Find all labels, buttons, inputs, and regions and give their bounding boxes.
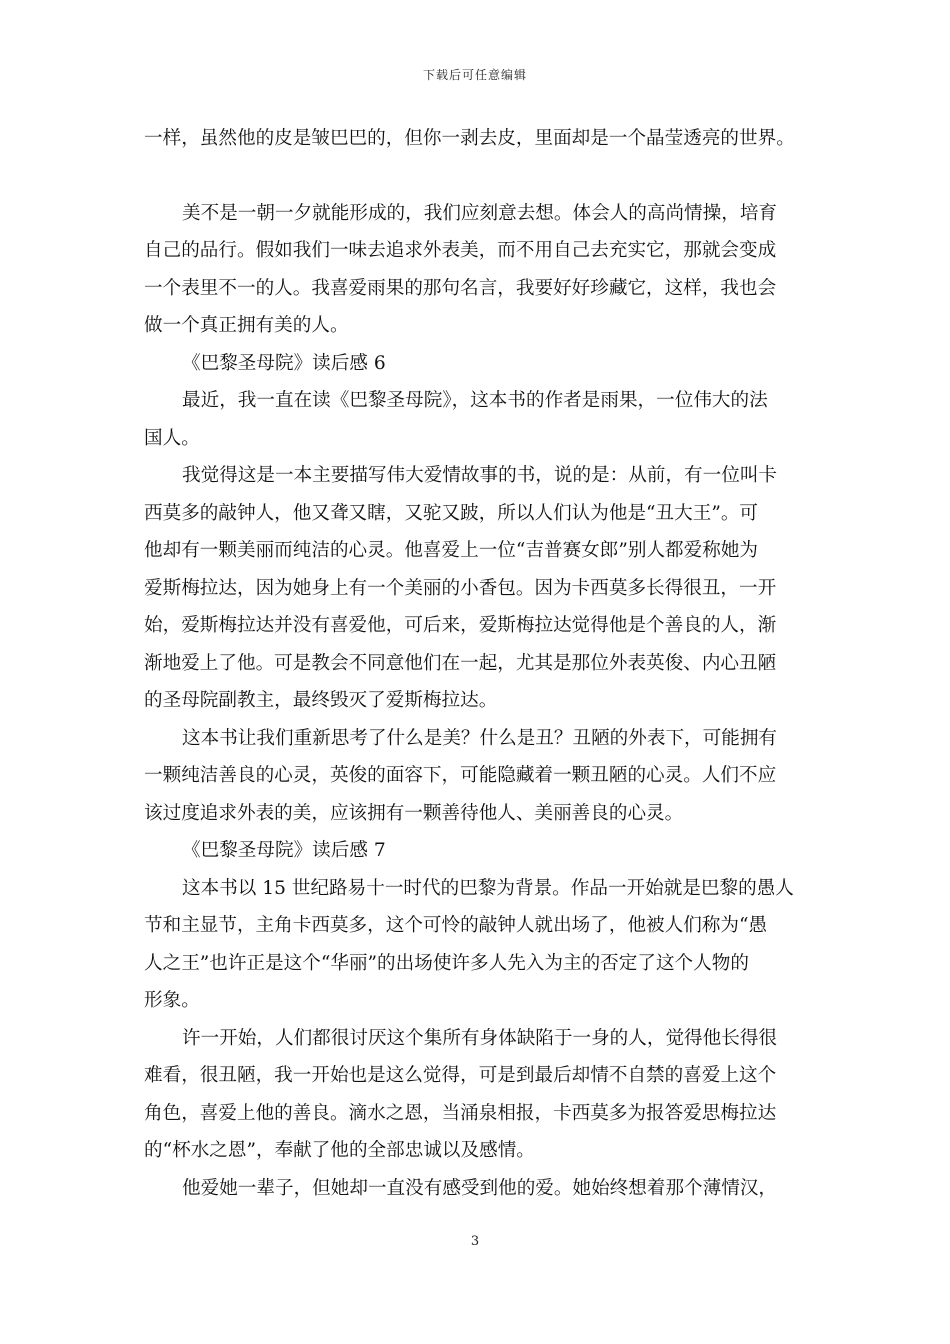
- text-line: 该过度追求外表的美，应该拥有一颗善待他人、美丽善良的心灵。: [144, 802, 684, 824]
- text-line: 一颗纯洁善良的心灵，英俊的面容下，可能隐藏着一颗丑陋的心灵。人们不应: [144, 765, 777, 786]
- text-line: 节和主显节，主角卡西莫多，这个可怜的敲钟人就出场了，他被人们称为“愚: [144, 915, 768, 936]
- text-line: 做一个真正拥有美的人。: [144, 315, 349, 336]
- text-line: 人之王”也许正是这个“华丽”的出场使许多人先入为主的否定了这个人物的: [144, 952, 749, 974]
- text-line: 西莫多的敲钟人，他又聋又瞎，又驼又跛，所以人们认为他是“丑大王”。可: [144, 502, 759, 524]
- page-header: 下载后可任意编辑: [422, 68, 527, 82]
- section-heading: 《巴黎圣母院》读后感 6: [182, 352, 386, 374]
- text-line: 他却有一颗美丽而纯洁的心灵。他喜爱上一位“吉普赛女郎”别人都爱称她为: [144, 540, 759, 561]
- text-line: 这本书让我们重新思考了什么是美？什么是丑？丑陋的外表下，可能拥有: [182, 727, 778, 749]
- page-number: 3: [470, 1234, 480, 1249]
- text-line: 的圣母院副教主，最终毁灭了爱斯梅拉达。: [144, 690, 498, 711]
- text-line: 形象。: [144, 990, 200, 1011]
- text-line: 这本书以 15 世纪路易十一时代的巴黎为背景。作品一开始就是巴黎的愚人: [182, 877, 794, 899]
- document-body: [144, 120, 809, 1207]
- text-line: 我觉得这是一本主要描写伟大爱情故事的书，说的是：从前，有一位叫卡: [182, 465, 778, 486]
- text-line: 自己的品行。假如我们一味去追求外表美，而不用自己去充实它，那就会变成: [144, 240, 777, 261]
- text-line: 一个表里不一的人。我喜爱雨果的那句名言，我要好好珍藏它，这样，我也会: [144, 277, 777, 299]
- text-line: 的“杯水之恩”，奉献了他的全部忠诚以及感情。: [144, 1140, 535, 1161]
- text-line: 许一开始，人们都很讨厌这个集所有身体缺陷于一身的人，觉得他长得很: [182, 1027, 778, 1049]
- text-line: 他爱她一辈子，但她却一直没有感受到他的爱。她始终想着那个薄情汉，: [182, 1177, 778, 1199]
- text-line: 渐地爱上了他。可是教会不同意他们在一起，尤其是那位外表英俊、内心丑陋: [144, 652, 777, 674]
- text-line: 一样，虽然他的皮是皱巴巴的，但你一剥去皮，里面却是一个晶莹透亮的世界。: [144, 128, 795, 149]
- text-line: 爱斯梅拉达，因为她身上有一个美丽的小香包。因为卡西莫多长得很丑，一开: [144, 577, 777, 599]
- text-line: 国人。: [144, 427, 200, 449]
- text-line: 角色，喜爱上他的善良。滴水之恩，当涌泉相报，卡西莫多为报答爱思梅拉达: [144, 1102, 777, 1124]
- text-line: 始，爱斯梅拉达并没有喜爱他，可后来，爱斯梅拉达觉得他是个善良的人，渐: [144, 615, 777, 636]
- paragraph-gap: [144, 158, 809, 195]
- text-line: 最近，我一直在读《巴黎圣母院》，这本书的作者是雨果，一位伟大的法: [182, 390, 768, 411]
- text-line: 难看，很丑陋，我一开始也是这么觉得，可是到最后却情不自禁的喜爱上这个: [144, 1065, 777, 1086]
- text-line: 美不是一朝一夕就能形成的，我们应刻意去想。体会人的高尚情操，培育: [182, 202, 778, 224]
- section-heading: 《巴黎圣母院》读后感 7: [182, 840, 386, 861]
